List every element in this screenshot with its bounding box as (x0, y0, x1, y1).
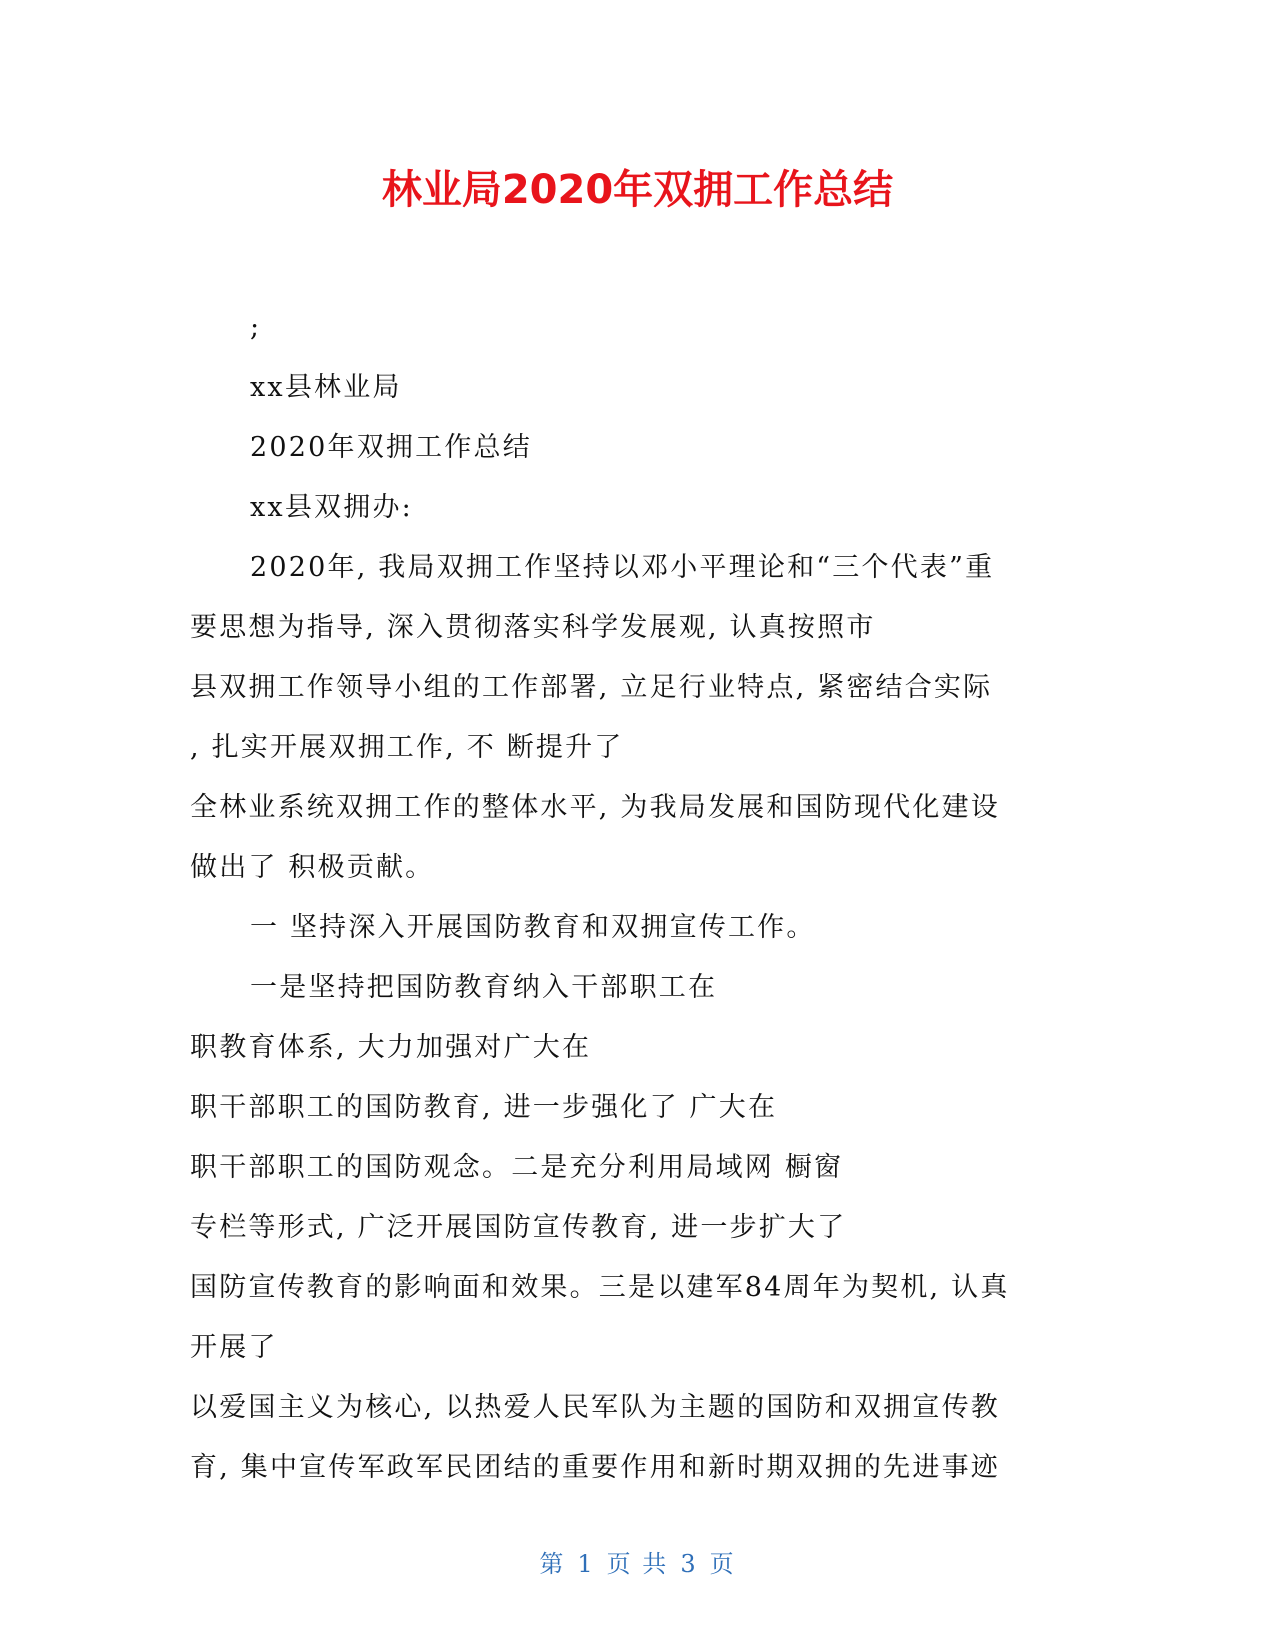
body-line: xx县双拥办: (250, 492, 413, 523)
body-line: 开展了 (190, 1332, 278, 1363)
body-line: , 扎实开展双拥工作, 不 断提升了 (190, 732, 624, 763)
page-number-footer (0, 1544, 1275, 1579)
body-line: 一是坚持把国防教育纳入干部职工在 (250, 972, 718, 1003)
body-line: 国防宣传教育的影响面和效果。三是以建军84周年为契机, 认真 (190, 1272, 1010, 1303)
total-page-number: 3 (680, 1550, 698, 1578)
page-label-prefix: 第 (539, 1550, 566, 1578)
page-label-suffix: 页 (709, 1550, 736, 1578)
page-label-middle: 页 共 (606, 1550, 669, 1578)
body-line: ; (250, 312, 262, 343)
body-line: 全林业系统双拥工作的整体水平, 为我局发展和国防现代化建设 (190, 792, 1000, 823)
body-line: 职干部职工的国防教育, 进一步强化了 广大在 (190, 1092, 778, 1123)
body-line: 要思想为指导, 深入贯彻落实科学发展观, 认真按照市 (190, 612, 876, 643)
body-line: 县双拥工作领导小组的工作部署, 立足行业特点, 紧密结合实际 (190, 672, 993, 703)
body-line: 2020年双拥工作总结 (250, 432, 532, 463)
body-line: xx县林业局 (250, 372, 402, 403)
body-line: 职教育体系, 大力加强对广大在 (190, 1032, 592, 1063)
current-page-number: 1 (577, 1550, 595, 1578)
body-line: 一 坚持深入开展国防教育和双拥宣传工作。 (250, 912, 816, 943)
body-line: 育, 集中宣传军政军民团结的重要作用和新时期双拥的先进事迹 (190, 1452, 1000, 1483)
body-line: 2020年, 我局双拥工作坚持以邓小平理论和“三个代表”重 (250, 552, 995, 583)
body-line: 专栏等形式, 广泛开展国防宣传教育, 进一步扩大了 (190, 1212, 847, 1243)
body-line: 做出了 积极贡献。 (190, 852, 435, 883)
document-title: 林业局2020年双拥工作总结 (381, 167, 894, 213)
document-body (190, 298, 1070, 1498)
body-line: 以爱国主义为核心, 以热爱人民军队为主题的国防和双拥宣传教 (190, 1392, 1000, 1423)
body-line: 职干部职工的国防观念。二是充分利用局域网 橱窗 (190, 1152, 844, 1183)
